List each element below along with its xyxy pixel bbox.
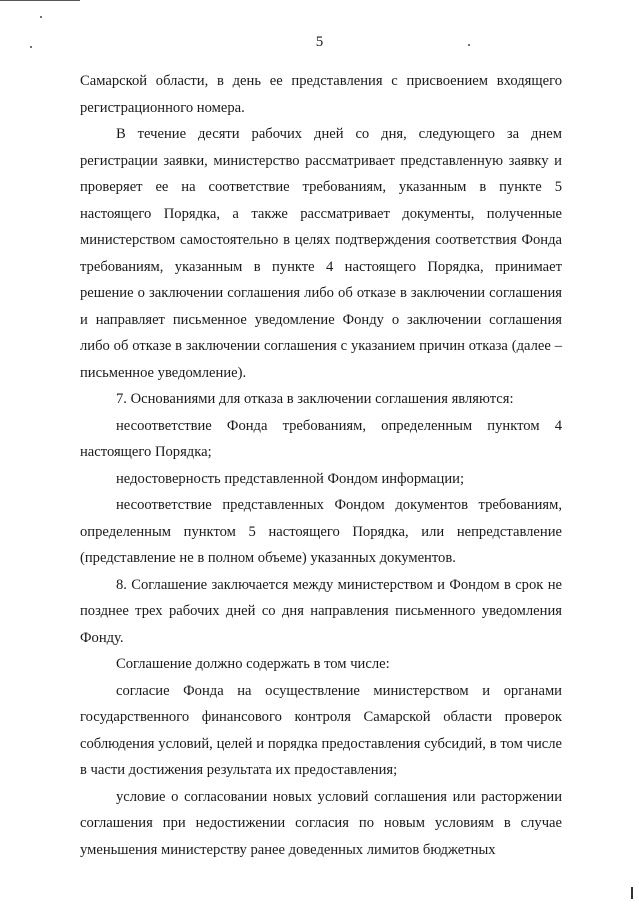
paragraph-item-7: 7. Основаниями для отказа в заключении соглашения являются: — [116, 391, 514, 407]
scan-edge-mark — [0, 0, 80, 1]
paragraph-ground-3: несоответствие представленных Фондом документов требованиям, определенным пунктом 5 настоящего Порядка, или непредставление (представление не в полном объеме) указанных документов. — [80, 497, 562, 566]
paragraph-ground-2: недостоверность представленной Фондом информации; — [116, 470, 465, 487]
scan-speck — [40, 16, 42, 18]
paragraph-item-8: 8. Соглашение заключается между министерством и Фондом в срок не позднее трех рабочих дней со дня направления письменного уведомления Фонду. — [80, 576, 562, 646]
paragraph-agreement-contents: Соглашение должно содержать в том числе: — [116, 656, 390, 672]
paragraph-ground-1: несоответствие Фонда требованиям, определенным пунктом 4 настоящего Порядка; — [80, 417, 562, 460]
paragraph-review-period: В течение десяти рабочих дней со дня, следующего за днем регистрации заявки, министерство рассматривает представленную заявку и проверяет ее на соответствие требованиям, указанным в пункте 5 настоящего Порядка, а также рассматривает документы, полученные министерством самостоятельно в целях подтверждения соответствия Фонда требованиям, указанным в пункте 4 настоящего Порядка, принимает решение о заключении соглашения либо об отказе в заключении соглашения и направляет письменное уведомление Фонду о заключении соглашения либо об отказе в заключении соглашения с указанием причин отказа (далее – письменное уведомление). — [80, 126, 562, 381]
scan-edge-mark — [631, 887, 633, 899]
paragraph-consent: согласие Фонда на осуществление министерством и органами государственного финансового контроля Самарской области проверок соблюдения условий, целей и порядка предоставления субсидий, в том числе в части достижения результата их предоставления; — [80, 682, 562, 778]
paragraph-continuation: Самарской области, в день ее представления с присвоением входящего регистрационного номера. — [80, 73, 562, 116]
document-body — [80, 68, 562, 863]
paragraph-new-terms: условие о согласовании новых условий соглашения или расторжении соглашения при недостижении согласия по новым условиям в случае уменьшения министерству ранее доведенных лимитов бюджетных — [80, 788, 562, 858]
page-number: 5 — [315, 34, 324, 50]
